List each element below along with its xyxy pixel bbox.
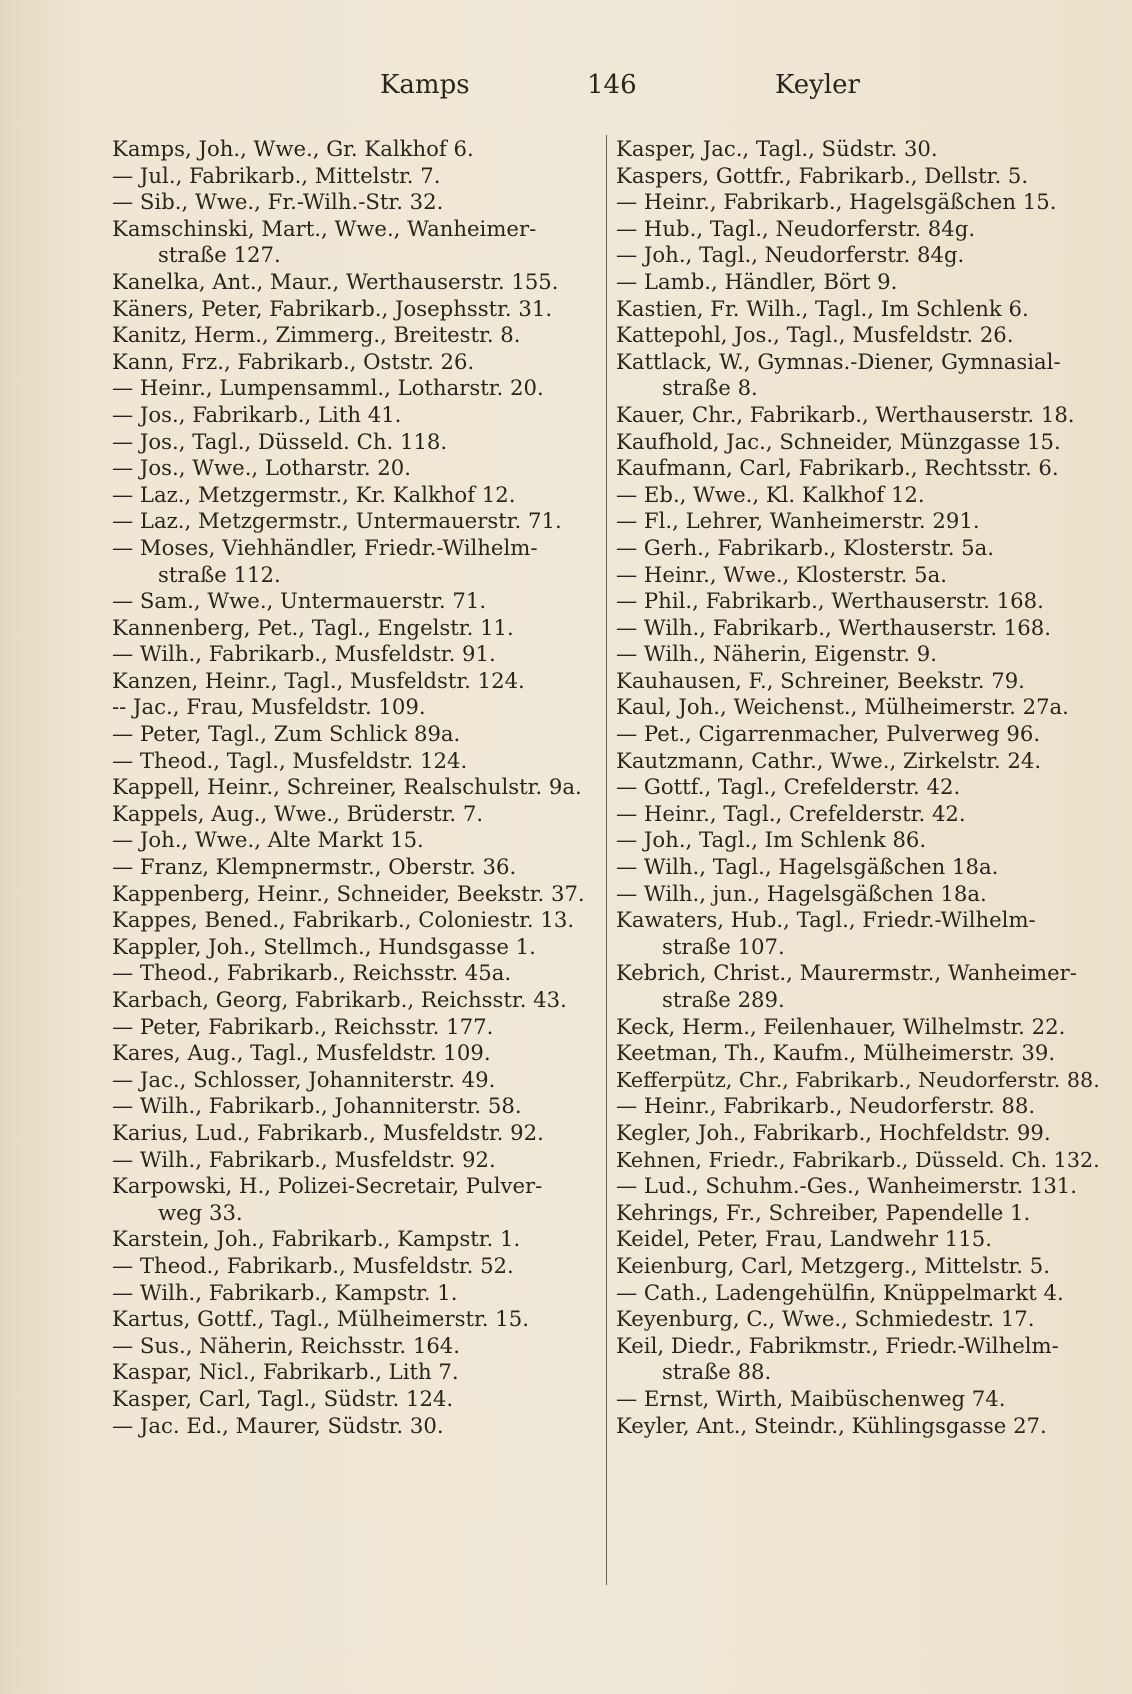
directory-entry: — Joh., Wwe., Alte Markt 15.: [112, 827, 424, 853]
directory-entry: — Jul., Fabrikarb., Mittelstr. 7.: [112, 162, 441, 188]
directory-entry: — Lud., Schuhm.-Ges., Wanheimerstr. 131.: [616, 1173, 1078, 1199]
directory-entry: Keidel, Peter, Frau, Landwehr 115.: [616, 1226, 992, 1252]
column-divider: [606, 135, 607, 1585]
directory-entry: Kasper, Jac., Tagl., Südstr. 30.: [616, 136, 938, 161]
directory-entry: — Theod., Tagl., Musfeldstr. 124.: [112, 747, 468, 773]
directory-entry: Keck, Herm., Feilenhauer, Wilhelmstr. 22.: [616, 1013, 1066, 1039]
directory-entry: Keyler, Ant., Steindr., Kühlingsgasse 27.: [616, 1412, 1047, 1438]
directory-entry: Kehrings, Fr., Schreiber, Papendelle 1.: [616, 1199, 1031, 1225]
directory-entry: — Pet., Cigarrenmacher, Pulverweg 96.: [616, 721, 1041, 747]
page-header: [0, 70, 1132, 110]
directory-entry: Kappell, Heinr., Schreiner, Realschulstr. 9a.: [112, 774, 582, 800]
directory-entry: — Heinr., Lumpensamml., Lotharstr. 20.: [112, 375, 544, 401]
header-right-keyword: Keyler: [775, 70, 860, 100]
directory-entry: Kawaters, Hub., Tagl., Friedr.-Wilhelm-: [616, 907, 1036, 933]
directory-entry: — Lamb., Händler, Bört 9.: [616, 268, 898, 294]
directory-entry: — Heinr., Wwe., Klosterstr. 5a.: [616, 561, 947, 587]
directory-entry: — Moses, Viehhändler, Friedr.-Wilhelm-: [112, 534, 538, 560]
directory-entry: Kannenberg, Pet., Tagl., Engelstr. 11.: [112, 614, 514, 640]
directory-entry: Kegler, Joh., Fabrikarb., Hochfeldstr. 99.: [616, 1119, 1051, 1145]
directory-entry: — Sam., Wwe., Untermauerstr. 71.: [112, 588, 487, 614]
directory-entry: — Heinr., Fabrikarb., Hagelsgäßchen 15.: [616, 189, 1057, 215]
directory-entry: — Jos., Tagl., Düsseld. Ch. 118.: [112, 428, 448, 454]
directory-entry: — Theod., Fabrikarb., Reichsstr. 45a.: [112, 960, 512, 986]
directory-entry: — Wilh., Fabrikarb., Musfeldstr. 92.: [112, 1146, 496, 1172]
directory-entry: — Jos., Fabrikarb., Lith 41.: [112, 401, 402, 427]
directory-entry: Karbach, Georg, Fabrikarb., Reichsstr. 43.: [112, 987, 567, 1012]
directory-entry: Karius, Lud., Fabrikarb., Musfeldstr. 92.: [112, 1119, 544, 1145]
entry-continuation: straße 289.: [662, 987, 785, 1012]
directory-entry: Kasper, Carl, Tagl., Südstr. 124.: [112, 1385, 454, 1411]
directory-entry: — Franz, Klempnermstr., Oberstr. 36.: [112, 854, 517, 880]
directory-entry: — Wilh., Näherin, Eigenstr. 9.: [616, 641, 937, 667]
directory-entry: — Gottf., Tagl., Crefelderstr. 42.: [616, 774, 961, 800]
directory-entry: — Jac., Schlosser, Johanniterstr. 49.: [112, 1066, 496, 1092]
entry-continuation: straße 8.: [662, 375, 758, 401]
directory-entry: — Wilh., Tagl., Hagelsgäßchen 18a.: [616, 854, 999, 880]
left-column: [112, 136, 602, 1439]
directory-entry: — Peter, Tagl., Zum Schlick 89a.: [112, 721, 461, 747]
directory-entry: — Joh., Tagl., Neudorferstr. 84g.: [616, 242, 965, 268]
directory-entry: — Jac. Ed., Maurer, Südstr. 30.: [112, 1412, 444, 1438]
page-number: 146: [587, 70, 637, 100]
directory-entry: Kartus, Gottf., Tagl., Mülheimerstr. 15.: [112, 1306, 529, 1332]
directory-entry: Kebrich, Christ., Maurermstr., Wanheimer-: [616, 960, 1077, 986]
entry-continuation: straße 107.: [662, 933, 785, 959]
directory-entry: — Wilh., Fabrikarb., Musfeldstr. 91.: [112, 641, 496, 667]
directory-entry: -- Jac., Frau, Musfeldstr. 109.: [112, 694, 426, 720]
directory-entry: Kattepohl, Jos., Tagl., Musfeldstr. 26.: [616, 322, 1014, 348]
directory-entry: Kappels, Aug., Wwe., Brüderstr. 7.: [112, 800, 484, 826]
directory-entry: Kauhausen, F., Schreiner, Beekstr. 79.: [616, 667, 1025, 693]
directory-entry: — Peter, Fabrikarb., Reichsstr. 177.: [112, 1013, 494, 1039]
directory-entry: Keienburg, Carl, Metzgerg., Mittelstr. 5.: [616, 1252, 1050, 1278]
directory-entry: Keyenburg, C., Wwe., Schmiedestr. 17.: [616, 1306, 1035, 1332]
directory-entry: Kanelka, Ant., Maur., Werthauserstr. 155.: [112, 268, 559, 294]
directory-entry: Kappler, Joh., Stellmch., Hundsgasse 1.: [112, 933, 536, 959]
directory-entry: Kaspers, Gottfr., Fabrikarb., Dellstr. 5.: [616, 162, 1029, 188]
directory-entry: Käners, Peter, Fabrikarb., Josephsstr. 31.: [112, 295, 553, 321]
directory-entry: — Heinr., Fabrikarb., Neudorferstr. 88.: [616, 1093, 1036, 1119]
directory-entry: — Wilh., Fabrikarb., Kampstr. 1.: [112, 1279, 458, 1305]
directory-entry: Karstein, Joh., Fabrikarb., Kampstr. 1.: [112, 1226, 521, 1252]
directory-entry: — Jos., Wwe., Lotharstr. 20.: [112, 455, 412, 481]
directory-entry: — Heinr., Tagl., Crefelderstr. 42.: [616, 800, 966, 826]
directory-entry: — Wilh., Fabrikarb., Werthauserstr. 168.: [616, 614, 1051, 640]
directory-entry: Kauer, Chr., Fabrikarb., Werthauserstr. 18.: [616, 401, 1075, 427]
directory-entry: — Phil., Fabrikarb., Werthauserstr. 168.: [616, 588, 1044, 614]
directory-entry: Kattlack, W., Gymnas.-Diener, Gymnasial-: [616, 348, 1061, 374]
directory-entry: — Sib., Wwe., Fr.-Wilh.-Str. 32.: [112, 189, 444, 215]
directory-entry: — Cath., Ladengehülfin, Knüppelmarkt 4.: [616, 1279, 1064, 1305]
directory-entry: — Sus., Näherin, Reichsstr. 164.: [112, 1332, 461, 1358]
directory-entry: — Laz., Metzgermstr., Kr. Kalkhof 12.: [112, 481, 516, 507]
directory-entry: Kamschinski, Mart., Wwe., Wanheimer-: [112, 215, 537, 241]
directory-entry: Kastien, Fr. Wilh., Tagl., Im Schlenk 6.: [616, 295, 1029, 321]
directory-entry: — Theod., Fabrikarb., Musfeldstr. 52.: [112, 1252, 514, 1278]
directory-entry: Kamps, Joh., Wwe., Gr. Kalkhof 6.: [112, 136, 474, 161]
directory-entry: — Gerh., Fabrikarb., Klosterstr. 5a.: [616, 534, 995, 560]
entry-continuation: straße 127.: [158, 242, 281, 268]
directory-entry: — Wilh., Fabrikarb., Johanniterstr. 58.: [112, 1093, 522, 1119]
directory-entry: — Fl., Lehrer, Wanheimerstr. 291.: [616, 508, 980, 534]
entry-continuation: straße 88.: [662, 1359, 772, 1385]
directory-entry: — Joh., Tagl., Im Schlenk 86.: [616, 827, 927, 853]
directory-entry: Kaufhold, Jac., Schneider, Münzgasse 15.: [616, 428, 1061, 454]
directory-entry: Kaspar, Nicl., Fabrikarb., Lith 7.: [112, 1359, 459, 1385]
header-left-keyword: Kamps: [380, 70, 470, 100]
directory-entry: — Ernst, Wirth, Maibüschenweg 74.: [616, 1385, 1006, 1411]
directory-entry: Kappenberg, Heinr., Schneider, Beekstr. 37.: [112, 880, 585, 906]
directory-entry: Kanitz, Herm., Zimmerg., Breitestr. 8.: [112, 322, 521, 348]
right-column: [616, 136, 1106, 1439]
directory-entry: — Hub., Tagl., Neudorferstr. 84g.: [616, 215, 976, 241]
directory-entry: Kanzen, Heinr., Tagl., Musfeldstr. 124.: [112, 667, 525, 693]
directory-entry: Kehnen, Friedr., Fabrikarb., Düsseld. Ch. 132.: [616, 1147, 1100, 1172]
directory-entry: Kaul, Joh., Weichenst., Mülheimerstr. 27a.: [616, 694, 1069, 720]
directory-entry: Keetman, Th., Kaufm., Mülheimerstr. 39.: [616, 1040, 1056, 1066]
entry-continuation: straße 112.: [158, 561, 281, 587]
directory-entry: — Wilh., jun., Hagelsgäßchen 18a.: [616, 880, 987, 906]
directory-entry: Kautzmann, Cathr., Wwe., Zirkelstr. 24.: [616, 747, 1042, 773]
directory-entry: Keil, Diedr., Fabrikmstr., Friedr.-Wilhelm-: [616, 1332, 1059, 1358]
directory-entry: Kares, Aug., Tagl., Musfeldstr. 109.: [112, 1040, 491, 1066]
directory-entry: Kaufmann, Carl, Fabrikarb., Rechtsstr. 6.: [616, 455, 1059, 481]
directory-entry: Kefferpütz, Chr., Fabrikarb., Neudorferstr. 88.: [616, 1067, 1100, 1092]
directory-entry: Kappes, Bened., Fabrikarb., Coloniestr. 13.: [112, 907, 575, 933]
entry-continuation: weg 33.: [158, 1199, 243, 1225]
directory-entry: Kann, Frz., Fabrikarb., Oststr. 26.: [112, 348, 475, 374]
directory-entry: — Laz., Metzgermstr., Untermauerstr. 71.: [112, 508, 562, 534]
directory-entry: — Eb., Wwe., Kl. Kalkhof 12.: [616, 481, 925, 507]
directory-entry: Karpowski, H., Polizei-Secretair, Pulver-: [112, 1173, 543, 1199]
